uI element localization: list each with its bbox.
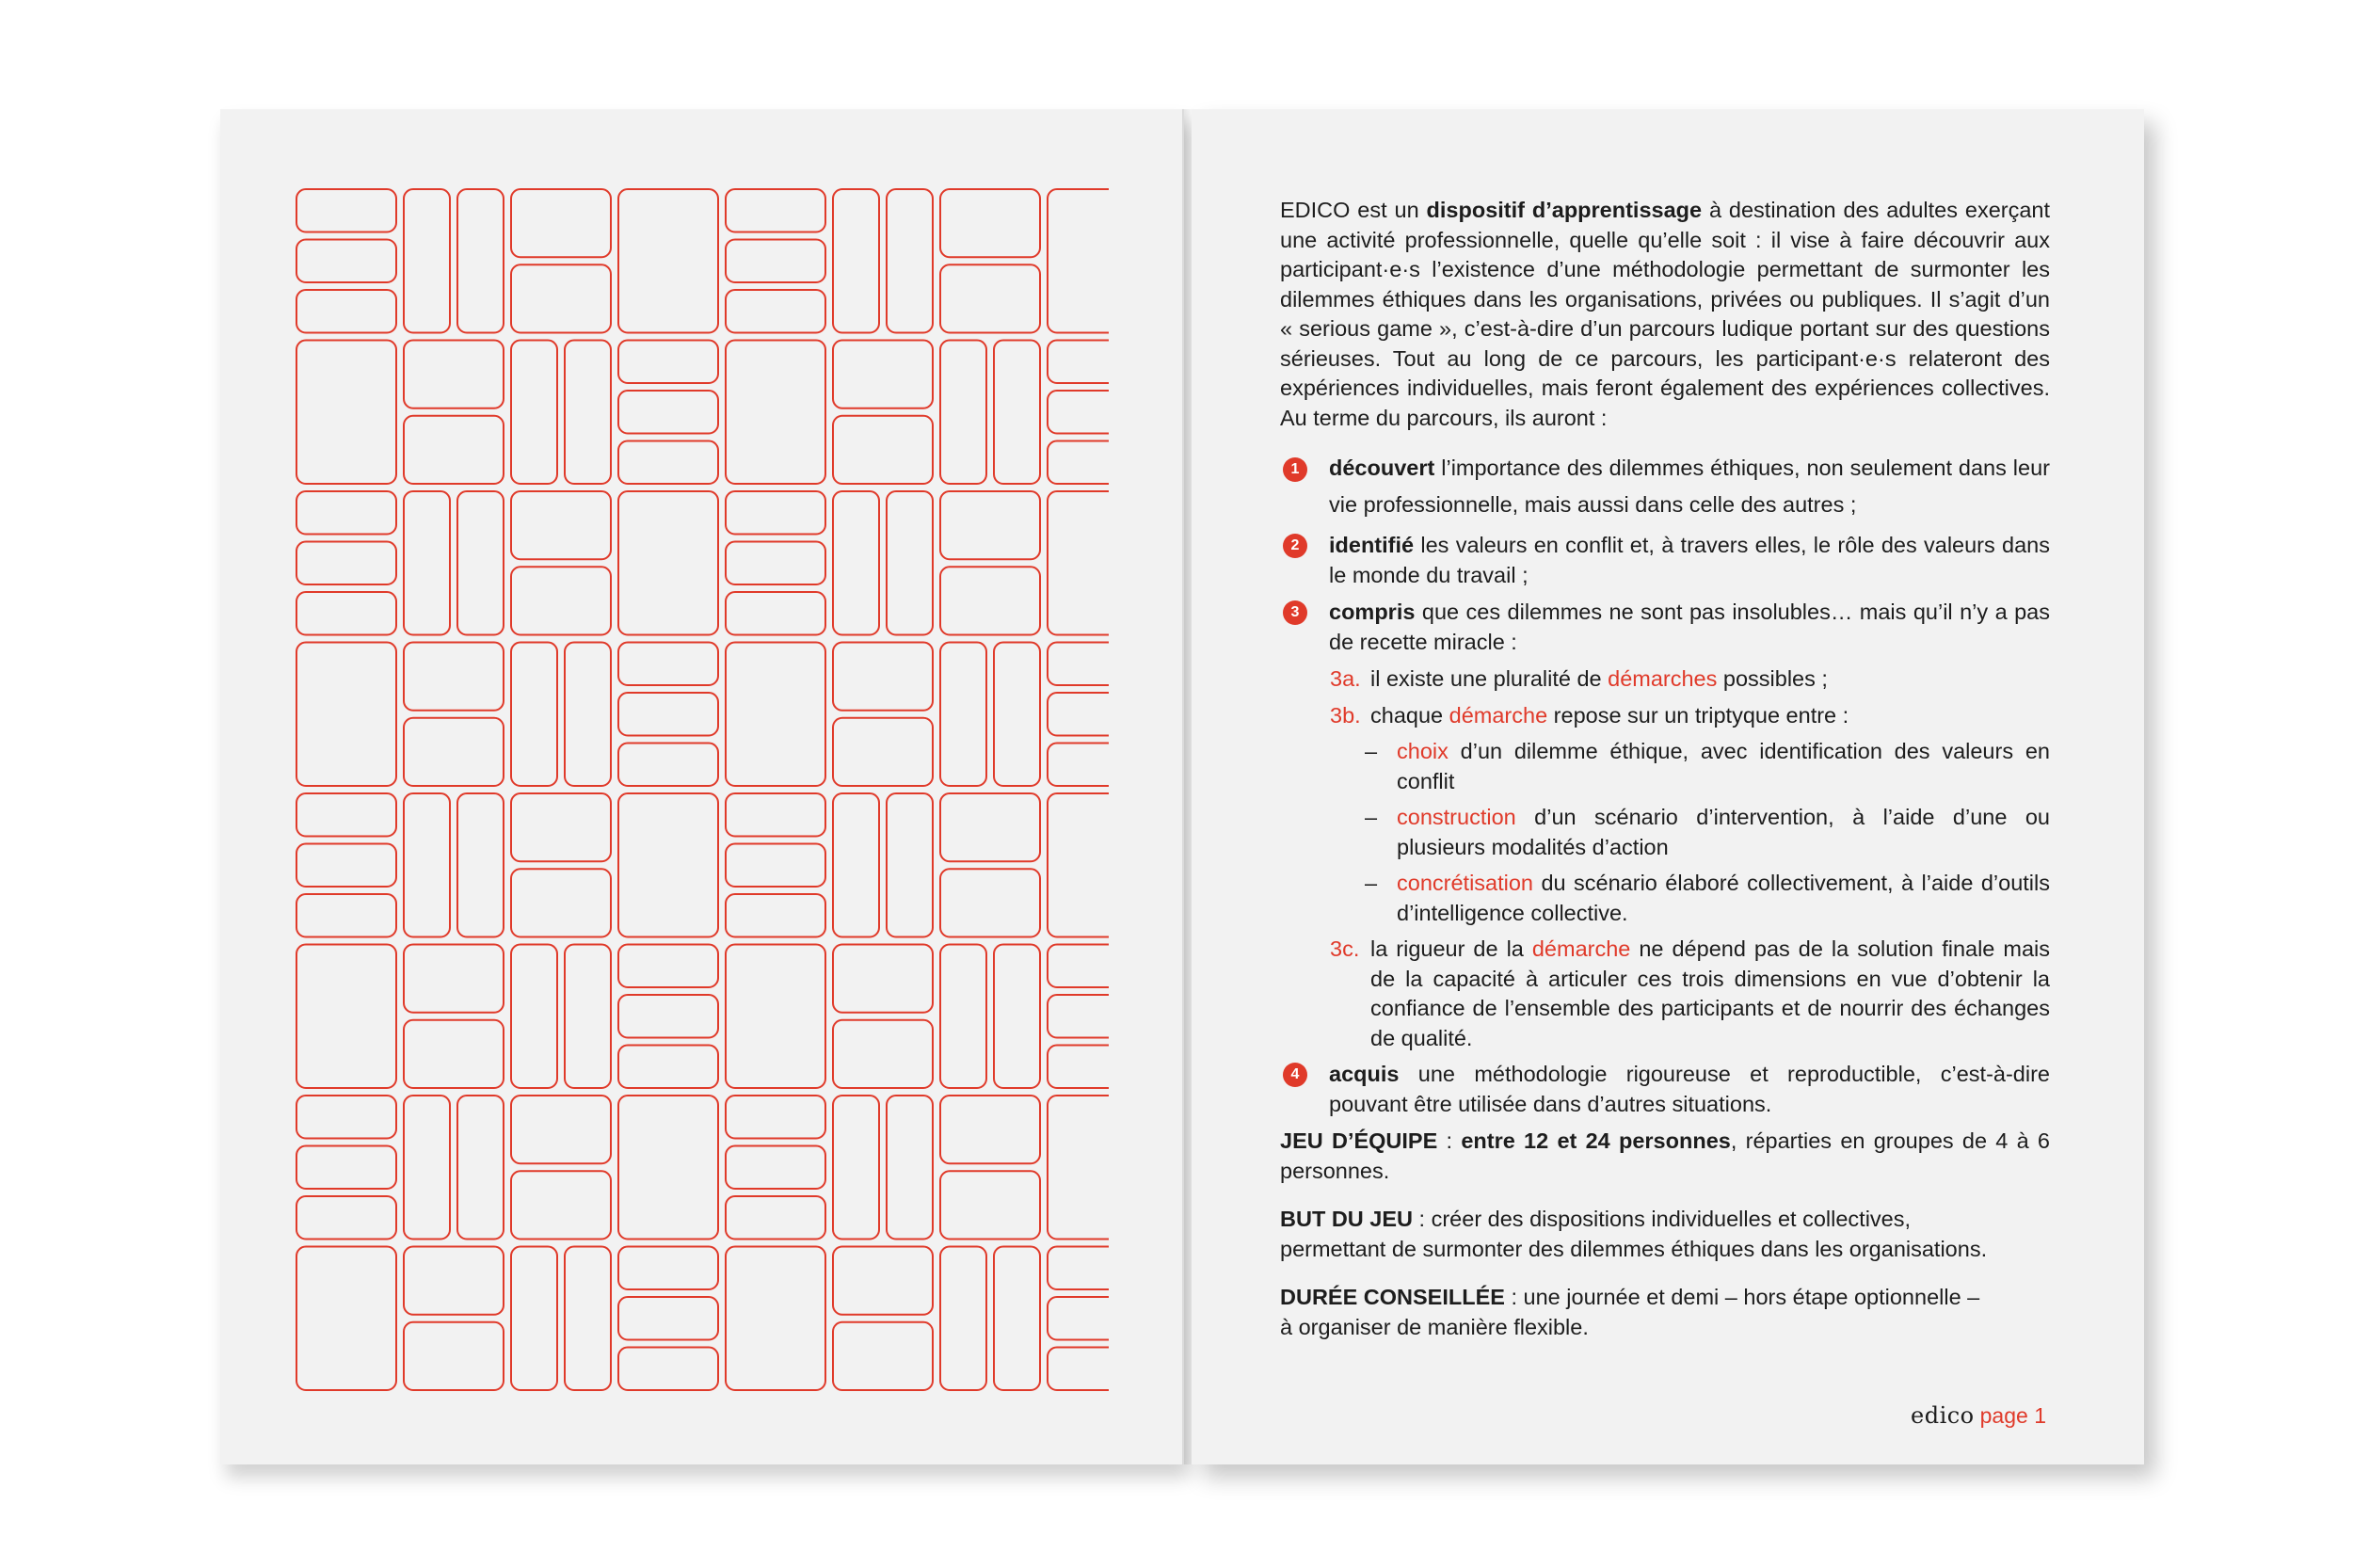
pattern-tile xyxy=(618,441,718,485)
pattern-tile xyxy=(833,1247,933,1315)
pattern-tile xyxy=(296,341,396,485)
number-badge: 4 xyxy=(1283,1063,1307,1087)
sub-text: ne dépend pas de la solution finale mais de la capacité à articuler ces trois dimensions en vue d’obtenir la confiance de l’ensemble des participants et de nourrir des échanges de qualité. xyxy=(1370,936,2050,1050)
number-badge: 1 xyxy=(1283,457,1307,482)
pattern-tile xyxy=(1048,189,1109,333)
pattern-tile xyxy=(565,341,611,485)
pattern-tile xyxy=(726,1146,825,1190)
pattern-tile xyxy=(726,1247,825,1391)
list-item xyxy=(1280,598,2050,657)
pattern-tile xyxy=(511,945,557,1089)
pattern-tile xyxy=(457,793,504,937)
pattern-tile xyxy=(511,1171,611,1239)
number-badge: 3 xyxy=(1283,600,1307,625)
goal-info xyxy=(1280,1205,2050,1264)
pattern-tile xyxy=(726,1196,825,1240)
pattern-tile xyxy=(618,793,718,937)
item-keyword: acquis xyxy=(1329,1062,1400,1086)
pattern-tile xyxy=(296,894,396,937)
sub-text: possibles ; xyxy=(1717,666,1828,691)
page-footer xyxy=(1911,1401,2046,1430)
pattern-tile xyxy=(1048,693,1109,736)
pattern-tile xyxy=(940,869,1040,936)
pattern-tile xyxy=(296,643,396,787)
pattern-tile xyxy=(296,1146,396,1190)
bullet-item xyxy=(1280,869,2050,928)
text-column xyxy=(1280,196,2050,1342)
list-item xyxy=(1280,531,2050,590)
pattern-tile xyxy=(1048,744,1109,787)
pattern-tile xyxy=(1048,1348,1109,1391)
pattern-tile xyxy=(726,643,825,787)
info-label: JEU D’ÉQUIPE xyxy=(1280,1128,1438,1153)
left-page xyxy=(220,109,1184,1464)
intro-text-1: EDICO est un xyxy=(1280,198,1427,222)
pattern-tile xyxy=(994,341,1040,485)
pattern-tile xyxy=(296,793,396,837)
pattern-tile xyxy=(726,290,825,333)
pattern-tile xyxy=(940,1247,986,1391)
pattern-tile xyxy=(994,643,1040,787)
pattern-tile xyxy=(618,1348,718,1391)
pattern-tile xyxy=(565,643,611,787)
pattern-tile xyxy=(940,1171,1040,1239)
bullet-text: d’un scénario d’intervention, à l’aide d’une ou plusieurs modalités d’action xyxy=(1397,805,2050,859)
number-badge: 2 xyxy=(1283,534,1307,558)
sub-text: la rigueur de la xyxy=(1370,936,1532,961)
pattern-tile xyxy=(404,1096,450,1240)
pattern-tile xyxy=(511,264,611,332)
pattern-tile xyxy=(404,491,450,635)
pattern-tile xyxy=(1048,1046,1109,1089)
pattern-tile xyxy=(833,416,933,484)
pattern-tile xyxy=(404,643,504,711)
pattern-tile xyxy=(940,793,1040,861)
pattern-tile xyxy=(404,341,504,408)
pattern-tile xyxy=(833,189,879,333)
sub-label: 3b. xyxy=(1330,702,1361,728)
pattern-tile xyxy=(618,1046,718,1089)
pattern-tile xyxy=(726,189,825,232)
intro-paragraph xyxy=(1280,196,2050,433)
pattern-tile xyxy=(887,189,933,333)
pattern-tile xyxy=(511,1247,557,1391)
item-keyword: compris xyxy=(1329,600,1416,624)
pattern-tile xyxy=(833,1020,933,1088)
pattern-tile xyxy=(404,793,450,937)
page-number: page 1 xyxy=(1979,1403,2046,1428)
pattern-tile xyxy=(618,1297,718,1340)
pattern-tile xyxy=(404,1322,504,1390)
pattern-tile xyxy=(618,341,718,384)
pattern-tile xyxy=(618,945,718,988)
bullet-highlight: concrétisation xyxy=(1397,871,1533,895)
sub-highlight: démarches xyxy=(1608,666,1718,691)
edico-logo: edico xyxy=(1911,1402,1975,1429)
pattern-tile xyxy=(726,341,825,485)
pattern-tile xyxy=(618,391,718,434)
info-sep: : xyxy=(1437,1128,1462,1153)
pattern-tile xyxy=(887,793,933,937)
bullet-highlight: choix xyxy=(1397,739,1449,763)
pattern-tile xyxy=(511,189,611,257)
pattern-tile xyxy=(1048,1297,1109,1340)
pattern-tile xyxy=(296,844,396,888)
pattern-tile xyxy=(296,1247,396,1391)
pattern-tile xyxy=(404,1020,504,1088)
list-item xyxy=(1280,1060,2050,1119)
bullet-text: d’un dilemme éthique, avec identification des valeurs en conflit xyxy=(1397,739,2050,793)
pattern-tile xyxy=(940,491,1040,559)
pattern-tile xyxy=(511,793,611,861)
pattern-tile xyxy=(1048,995,1109,1038)
pattern-tile xyxy=(618,491,718,635)
sub-text: il existe une pluralité de xyxy=(1370,666,1609,691)
pattern-tile xyxy=(404,945,504,1013)
outcome-list xyxy=(1280,450,2050,1119)
pattern-tile xyxy=(940,341,986,485)
pattern-tile xyxy=(833,718,933,786)
pattern-tile xyxy=(833,793,879,937)
pattern-tile xyxy=(994,945,1040,1089)
info-text: : une journée et demi – hors étape optionnelle – xyxy=(1504,1285,1980,1309)
bullet-highlight: construction xyxy=(1397,805,1516,829)
pattern-tile xyxy=(940,643,986,787)
pattern-tile xyxy=(833,1322,933,1390)
info-text: : créer des dispositions individuelles et collectives, xyxy=(1413,1207,1912,1231)
pattern-tile xyxy=(726,542,825,585)
sub-highlight: démarche xyxy=(1531,936,1631,961)
info-text: , réparties en groupes de 4 à 6 personnes. xyxy=(1280,1128,2051,1183)
pattern-tile xyxy=(726,793,825,837)
item-text: l’importance des dilemmes éthiques, non seulement dans leur vie professionnelle, mais aussi dans celle des autres ; xyxy=(1329,456,2050,517)
list-item xyxy=(1280,450,2050,523)
pattern-tile xyxy=(940,189,1040,257)
sub-text: chaque xyxy=(1370,702,1449,728)
pattern-tile xyxy=(940,567,1040,634)
pattern-tile xyxy=(1048,1247,1109,1290)
pattern-tile xyxy=(726,844,825,888)
pattern-tile xyxy=(296,592,396,635)
pattern-tile xyxy=(565,945,611,1089)
info-label: BUT DU JEU xyxy=(1280,1207,1414,1231)
pattern-tile xyxy=(940,945,986,1089)
pattern-tile xyxy=(618,1247,718,1290)
pattern-tile xyxy=(618,1096,718,1240)
pattern-tile xyxy=(296,491,396,535)
pattern-tile xyxy=(457,491,504,635)
pattern-tile xyxy=(726,945,825,1089)
pattern-tile xyxy=(511,1096,611,1163)
intro-bold: dispositif d’apprentissage xyxy=(1426,198,1703,222)
sub-item-3c xyxy=(1280,935,2050,1053)
pattern-tile xyxy=(404,189,450,333)
rectangle-pattern xyxy=(296,188,1109,1412)
item-text: que ces dilemmes ne sont pas insolubles… mais qu’il n’y a pas de recette miracle : xyxy=(1329,600,2050,654)
pattern-tile xyxy=(833,491,879,635)
pattern-tile xyxy=(296,542,396,585)
bullet-item xyxy=(1280,803,2050,862)
pattern-tile xyxy=(296,290,396,333)
duration-info xyxy=(1280,1283,2050,1342)
pattern-tile xyxy=(565,1247,611,1391)
pattern-tile xyxy=(296,1196,396,1240)
pattern-tile xyxy=(887,491,933,635)
pattern-tile xyxy=(726,240,825,283)
pattern-tile xyxy=(1048,441,1109,485)
pattern-tile xyxy=(1048,1096,1109,1240)
pattern-tile xyxy=(726,1096,825,1139)
dash-marker: – xyxy=(1365,871,1378,895)
pattern-tile xyxy=(511,869,611,936)
pattern-tile xyxy=(511,341,557,485)
bullet-item xyxy=(1280,737,2050,796)
pattern-tile xyxy=(994,1247,1040,1391)
item-keyword: découvert xyxy=(1329,456,1435,480)
bullet-text: du scénario élaboré collectivement, à l’aide d’outils d’intelligence collective. xyxy=(1397,871,2050,925)
dash-marker: – xyxy=(1365,739,1378,763)
sub-label: 3c. xyxy=(1330,936,1360,961)
right-page xyxy=(1192,109,2144,1464)
pattern-tile xyxy=(1048,491,1109,635)
pattern-tile xyxy=(1048,341,1109,384)
pattern-tile xyxy=(1048,643,1109,686)
pattern-tile xyxy=(618,693,718,736)
sub-item-3b xyxy=(1280,701,2050,731)
pattern-tile xyxy=(940,1096,1040,1163)
sub-highlight: démarche xyxy=(1449,702,1548,728)
pattern-tile xyxy=(833,945,933,1013)
pattern-tile xyxy=(618,744,718,787)
pattern-tile xyxy=(457,189,504,333)
intro-text-2: à destination des adultes exerçant une activité professionnelle, quelle qu’elle soit : il vise à faire découvrir aux participant·e·s l’existence d’une méthodologie permettant de surmonter les dilemmes éthiques dans les organisations, privées ou publiques. Il s’agit d’un « serious game », c’est-à-dire d’un parcours ludique portant sur des questions sérieuses. Tout au long de ce parcours, les participant·e·s relateront des expériences individuelles, mais feront également des expériences collectives. Au terme du parcours, ils auront : xyxy=(1280,198,2051,430)
item-keyword: identifié xyxy=(1329,533,1415,557)
pattern-tile xyxy=(296,189,396,232)
pattern-tile xyxy=(511,567,611,634)
info-bold: entre 12 et 24 personnes xyxy=(1461,1128,1731,1153)
info-text: permettant de surmonter des dilemmes éthiques dans les organisations. xyxy=(1280,1236,1988,1261)
sub-label: 3a. xyxy=(1330,666,1361,691)
pattern-tile xyxy=(833,341,933,408)
pattern-tile xyxy=(1048,391,1109,434)
pattern-tile xyxy=(833,1096,879,1240)
team-info xyxy=(1280,1127,2050,1186)
pattern-tile xyxy=(887,1096,933,1240)
dash-marker: – xyxy=(1365,805,1378,829)
pattern-tile xyxy=(404,1247,504,1315)
info-label: DURÉE CONSEILLÉE xyxy=(1280,1285,1505,1309)
pattern-tile xyxy=(296,945,396,1089)
pattern-tile xyxy=(404,416,504,484)
sub-item-3a xyxy=(1280,664,2050,695)
pattern-tile xyxy=(296,1096,396,1139)
pattern-tile xyxy=(1048,945,1109,988)
pattern-tile xyxy=(940,264,1040,332)
pattern-tile xyxy=(618,995,718,1038)
pattern-tile xyxy=(833,643,933,711)
item-text: les valeurs en conflit et, à travers elles, le rôle des valeurs dans le monde du travail ; xyxy=(1329,533,2050,587)
info-text: à organiser de manière flexible. xyxy=(1280,1314,1589,1339)
pattern-tile xyxy=(726,491,825,535)
pattern-tile xyxy=(618,643,718,686)
pattern-tile xyxy=(726,894,825,937)
pattern-tile xyxy=(457,1096,504,1240)
pattern-tile xyxy=(511,643,557,787)
pattern-tile xyxy=(618,189,718,333)
pattern-tile xyxy=(404,718,504,786)
pattern-tile xyxy=(296,240,396,283)
pattern-tile xyxy=(511,491,611,559)
pattern-tile xyxy=(726,592,825,635)
pattern-tile xyxy=(1048,793,1109,937)
sub-text: repose sur un triptyque entre : xyxy=(1547,702,1849,728)
item-text: une méthodologie rigoureuse et reproductible, c’est-à-dire pouvant être utilisée dans d’autres situations. xyxy=(1329,1062,2050,1116)
